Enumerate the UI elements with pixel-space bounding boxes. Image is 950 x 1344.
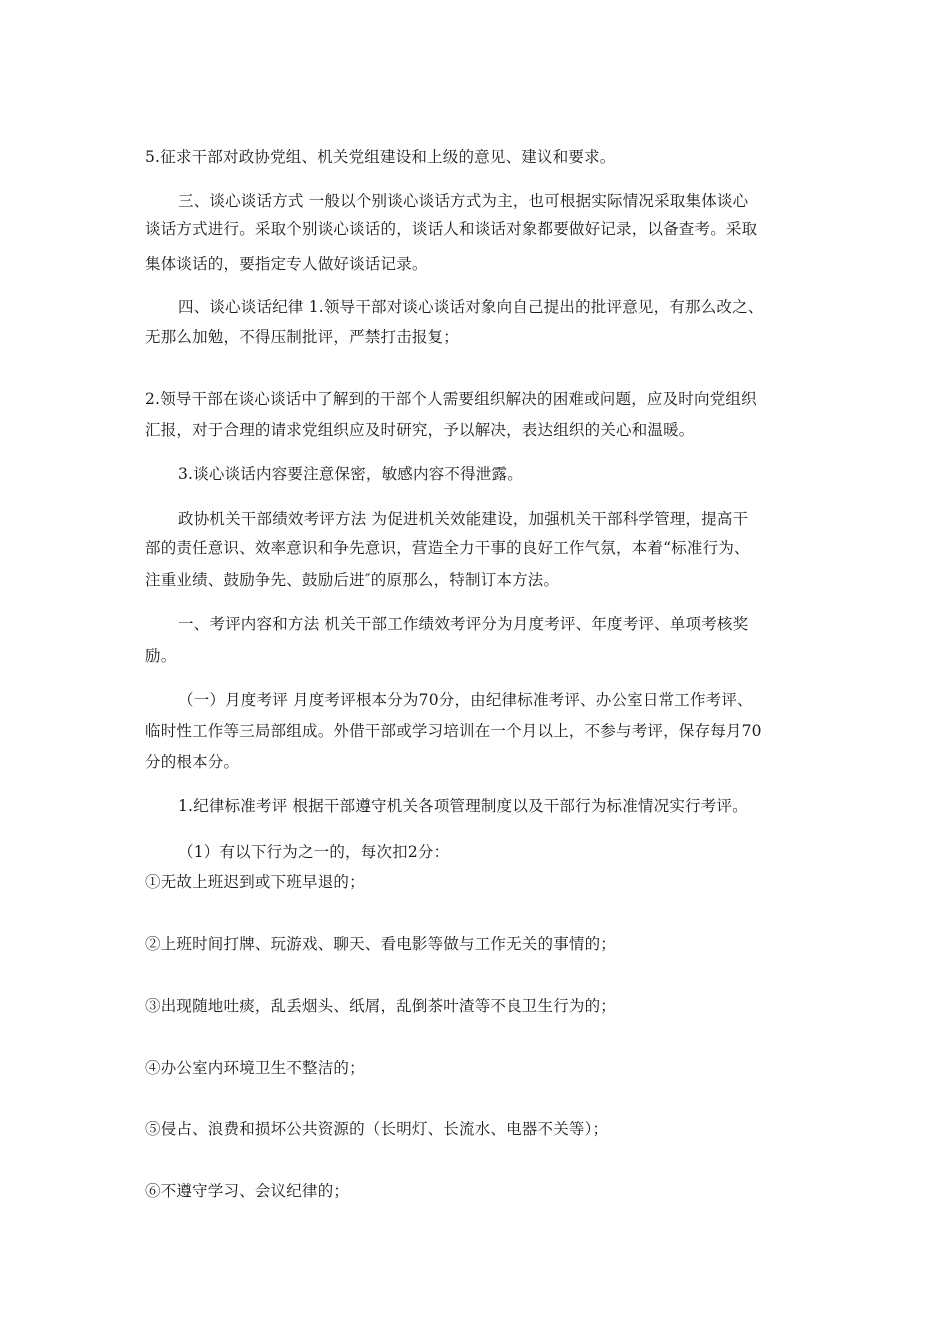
list-item: ①无故上班迟到或下班早退的； [145, 873, 365, 891]
text-line: 3.谈心谈话内容要注意保密，敏感内容不得泄露。 [178, 465, 523, 483]
section-heading-line: 政协机关干部绩效考评方法 为促进机关效能建设，加强机关干部科学管理，提高干 [178, 510, 749, 528]
list-item: ③出现随地吐痰，乱丢烟头、纸屑，乱倒茶叶渣等不良卫生行为的； [145, 997, 617, 1015]
subsection-heading-line: 1.纪律标准考评 根据干部遵守机关各项管理制度以及干部行为标准情况实行考评。 [178, 797, 748, 815]
section-heading-line: 一、考评内容和方法 机关干部工作绩效考评分为月度考评、年度考评、单项考核奖 [178, 615, 749, 633]
text-line: 谈话方式进行。采取个别谈心谈话的，谈话人和谈话对象都要做好记录，以备查考。采取 [145, 220, 758, 238]
text-line: 无那么加勉，不得压制批评，严禁打击报复； [145, 328, 460, 346]
list-item: ④办公室内环境卫生不整洁的； [145, 1059, 365, 1077]
text-line: 5.征求干部对政协党组、机关党组建设和上级的意见、建议和要求。 [145, 148, 616, 166]
text-line: 注重业绩、鼓励争先、鼓励后进″的原那么，特制订本方法。 [145, 571, 560, 589]
text-line: 分的根本分。 [145, 753, 240, 771]
section-heading-line: 三、谈心谈话方式 一般以个别谈心谈话方式为主，也可根据实际情况采取集体谈心 [178, 192, 749, 210]
text-line: 励。 [145, 647, 177, 665]
list-item: ⑥不遵守学习、会议纪律的； [145, 1182, 350, 1200]
text-line: 汇报，对于合理的请求党组织应及时研究，予以解决，表达组织的关心和温暖。 [145, 421, 695, 439]
subsection-heading-line: （一）月度考评 月度考评根本分为70分，由纪律标准考评、办公室日常工作考评、 [178, 691, 753, 709]
text-line: 2.领导干部在谈心谈话中了解到的干部个人需要组织解决的困难或问题，应及时向党组织 [145, 390, 757, 408]
text-line: 集体谈话的，要指定专人做好谈话记录。 [145, 255, 428, 273]
list-item: ②上班时间打牌、玩游戏、聊天、看电影等做与工作无关的事情的； [145, 935, 617, 953]
text-line: 临时性工作等三局部组成。外借干部或学习培训在一个月以上，不参与考评，保存每月70 [145, 722, 762, 740]
list-item: ⑤侵占、浪费和损坏公共资源的（长明灯、长流水、电器不关等）； [145, 1120, 609, 1138]
text-line: （1）有以下行为之一的，每次扣2分： [178, 843, 450, 861]
section-heading-line: 四、谈心谈话纪律 1.领导干部对谈心谈话对象向自己提出的批评意见，有那么改之、 [178, 298, 764, 316]
text-line: 部的责任意识、效率意识和争先意识，营造全力干事的良好工作气氛，本着“标准行为、 [145, 539, 750, 557]
